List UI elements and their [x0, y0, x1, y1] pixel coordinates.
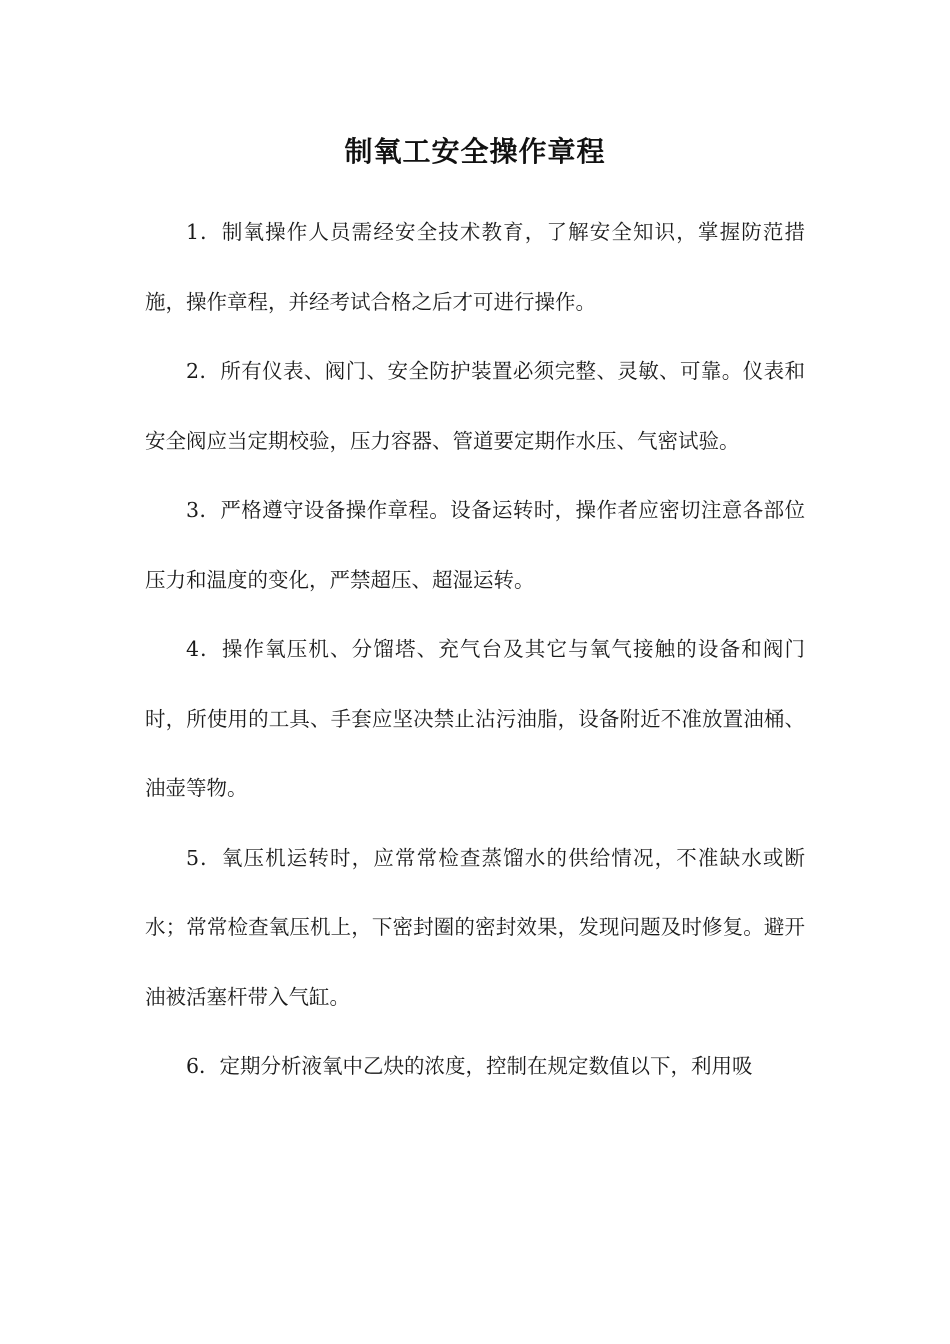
- paragraph-2: 2．所有仪表、阀门、安全防护装置必须完整、灵敏、可靠。仪表和安全阀应当定期校验，压力容器、管道要定期作水压、气密试验。: [145, 359, 805, 453]
- paragraph-6: 6．定期分析液氧中乙炔的浓度，控制在规定数值以下，利用吸: [186, 1054, 753, 1078]
- paragraph-5: 5．氧压机运转时，应常常检查蒸馏水的供给情况，不准缺水或断水；常常检查氧压机上，下密封圈的密封效果，发现问题及时修复。避开油被活塞杆带入气缸。: [145, 845, 805, 1009]
- document-title: 制氧工安全操作章程: [344, 135, 606, 168]
- paragraph-1: 1．制氧操作人员需经安全技术教育，了解安全知识，掌握防范措施，操作章程，并经考试合格之后才可进行操作。: [145, 220, 805, 314]
- document-body: [145, 198, 805, 1102]
- paragraph-4: 4．操作氧压机、分馏塔、充气台及其它与氧气接触的设备和阀门时，所使用的工具、手套应坚决禁止沾污油脂，设备附近不准放置油桶、油壶等物。: [145, 637, 805, 800]
- paragraph-3: 3．严格遵守设备操作章程。设备运转时，操作者应密切注意各部位压力和温度的变化，严禁超压、超湿运转。: [145, 498, 805, 592]
